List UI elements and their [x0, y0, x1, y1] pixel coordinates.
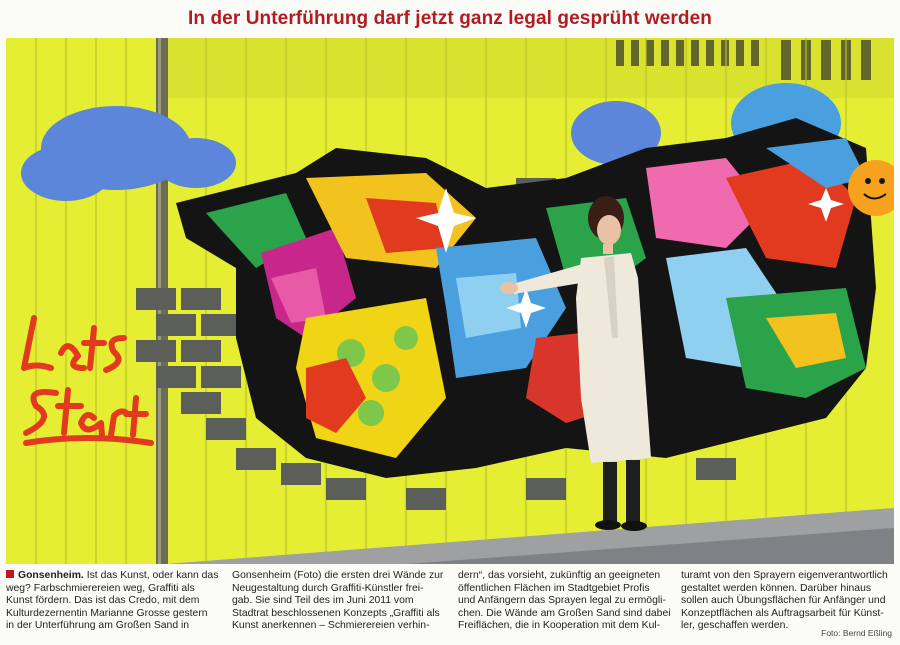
graffiti-photo — [6, 38, 894, 564]
article-line: turamt von den Sprayern eigenverantwortlich — [681, 570, 888, 581]
article-line: gab. Sie sind Teil des im Juni 2011 vom — [232, 595, 414, 607]
article-line: Kunst anerkennen – Schmierereien verhin- — [232, 620, 430, 632]
article-line: chen. Die Wände am Großen Sand sind dabei — [458, 607, 671, 619]
article-column-2 — [232, 570, 444, 633]
article-column-4 — [681, 570, 893, 633]
article-body — [6, 570, 894, 642]
article-line: Stadtrat beschlossenen Konzepts „Graffiti als — [232, 607, 440, 619]
article-line: gestaltet werden können. Darüber hinaus — [681, 582, 872, 594]
article-line: ler, geschaffen werden. — [681, 620, 789, 632]
article-line: Freiflächen, die in Kooperation mit dem Kul- — [458, 620, 661, 632]
article-line: weg? Farbschmierereien weg, Graffiti als — [6, 582, 195, 594]
article-line: dern“, das vorsieht, zukünftig an geeigneten — [458, 570, 661, 581]
article-line: sollen auch Übungsflächen für Anfänger und — [681, 595, 886, 607]
dateline: Gonsenheim. — [18, 570, 84, 581]
photo-illustration — [6, 38, 894, 564]
article-line: Gonsenheim. Ist das Kunst, oder kann das — [6, 570, 218, 583]
article-line: Gonsenheim (Foto) die ersten drei Wände zur — [232, 570, 444, 581]
photo-credit: Foto: Bernd Eßling — [821, 628, 892, 639]
article-line: Kunst fördern. Das ist das Credo, mit dem — [6, 595, 200, 607]
article-line: und Anfängern das Sprayen legal zu ermögli- — [458, 595, 666, 607]
article-column-3 — [458, 570, 670, 633]
article-line: in der Unterführung am Großen Sand in — [6, 620, 190, 632]
article-line: Neugestaltung durch Graffiti-Künstler frei- — [232, 582, 424, 594]
article-line: öffentlichen Flächen im Stadtgebiet Profis — [458, 582, 650, 594]
article-column-1 — [6, 570, 218, 633]
red-square-marker-icon — [6, 570, 14, 578]
article-line: Konzeptflächen als Auftragsarbeit für Künst- — [681, 607, 884, 619]
headline: In der Unterführung darf jetzt ganz legal gesprüht werden — [187, 8, 712, 29]
article-line: Kulturdezernentin Marianne Grosse gestern — [6, 607, 208, 619]
